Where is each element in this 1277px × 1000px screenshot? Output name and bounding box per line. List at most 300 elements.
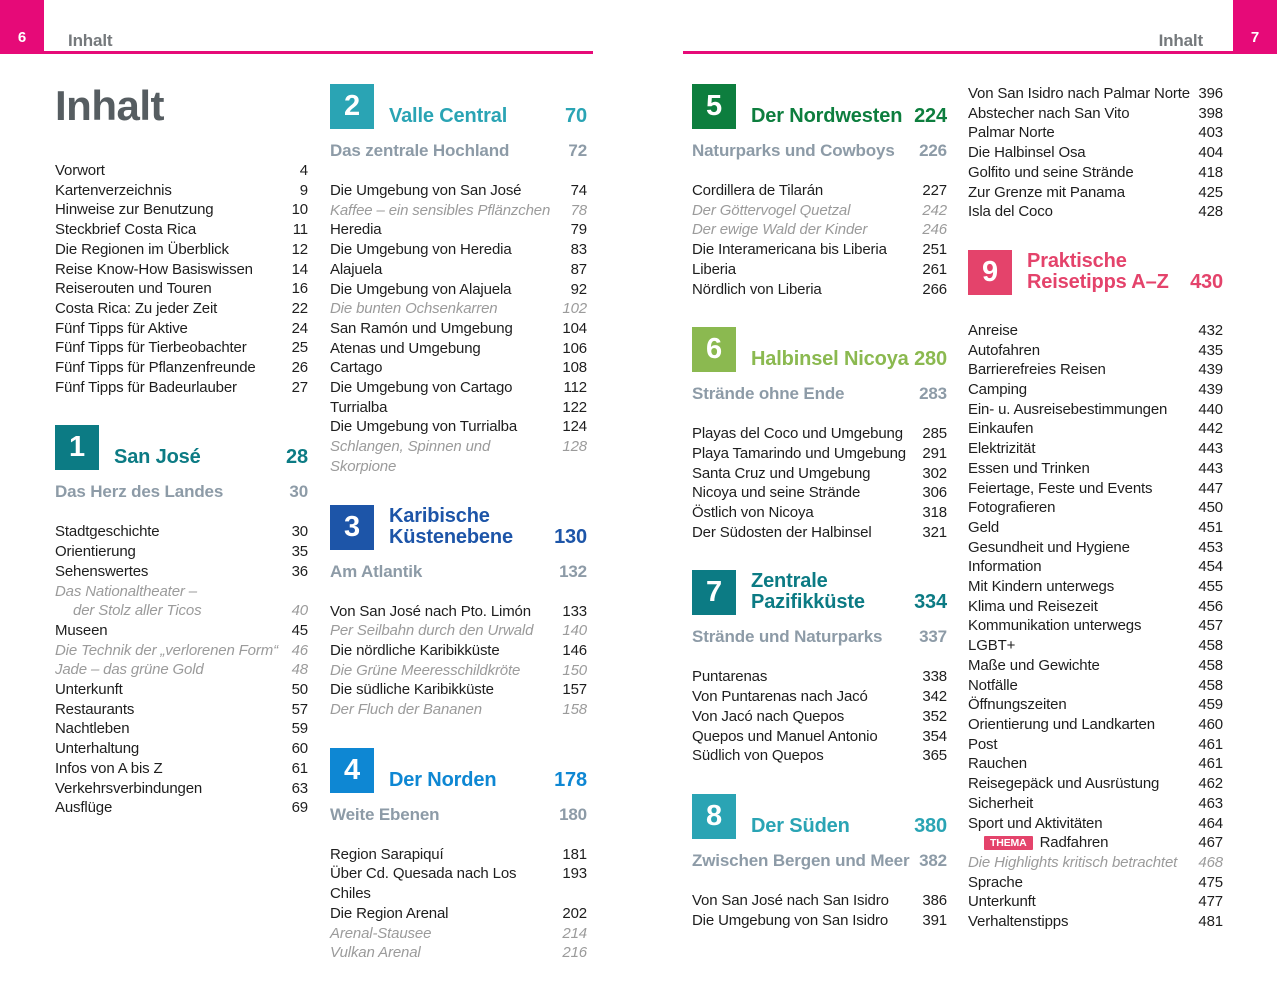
toc-entry: [330, 220, 587, 240]
entry-label: Der Fluch der Bananen: [330, 701, 482, 719]
entry-label: Mit Kindern unterwegs: [968, 578, 1115, 596]
section-header-1: [55, 425, 308, 470]
entry-label: Öffnungszeiten: [968, 696, 1067, 714]
chapter-subtitle: [692, 851, 947, 871]
section-header-3: [330, 505, 587, 550]
section-title-line: Zentrale: [751, 570, 828, 593]
toc-entry: [330, 700, 587, 720]
page-number-box-left: 6: [0, 0, 44, 52]
toc-entry: [55, 200, 308, 220]
entry-label: San Ramón und Umgebung: [330, 319, 513, 337]
toc-entry: [55, 562, 308, 582]
entry-label: Gesundheit und Hygiene: [968, 538, 1130, 556]
entry-label: Von San José nach Pto. Limón: [330, 602, 531, 620]
entry-label: Orientierung: [55, 543, 136, 561]
entry-label: Südlich von Quepos: [692, 747, 824, 765]
entry-page-number: 467: [1198, 834, 1223, 852]
entry-page-number: 9: [299, 181, 308, 199]
entry-page-number: 11: [292, 221, 308, 239]
entry-page-number: 22: [291, 299, 308, 317]
entry-page-number: 83: [570, 241, 587, 259]
entry-page-number: 462: [1198, 775, 1223, 793]
toc-entry: [55, 621, 308, 641]
section-number: 3: [330, 505, 374, 550]
entry-label: Fünf Tipps für Aktive: [55, 319, 188, 337]
entry-page-number: 285: [922, 425, 947, 443]
section-number: 1: [55, 425, 99, 470]
entry-page-number: 25: [291, 339, 308, 357]
toc-entry: [968, 715, 1223, 735]
entry-page-number: 61: [291, 759, 308, 777]
header-rule-right: [683, 51, 1277, 54]
toc-entry: [330, 641, 587, 661]
toc-entry: [330, 181, 587, 201]
toc-entry: [692, 444, 947, 464]
toc-entry: [692, 687, 947, 707]
section-title-line: Der Nordwesten: [751, 105, 903, 127]
section-page-number: 130: [554, 525, 587, 548]
toc-entry: [692, 220, 947, 240]
entry-page-number: 4: [299, 162, 308, 179]
entry-label: Abstecher nach San Vito: [968, 104, 1130, 122]
entry-label: Verhaltenstipps: [968, 913, 1069, 931]
entry-label: Anreise: [968, 321, 1018, 339]
entry-page-number: 35: [291, 543, 308, 561]
entry-page-number: 464: [1198, 814, 1223, 832]
section-header-2: [330, 84, 587, 129]
entry-page-number: 435: [1198, 341, 1223, 359]
toc-entry: [968, 656, 1223, 676]
entry-page-number: 69: [291, 799, 308, 817]
chapter-subtitle-page: 30: [289, 482, 308, 502]
entry-page-number: 365: [922, 747, 947, 765]
toc-entry: [330, 260, 587, 280]
entry-label: Kartenverzeichnis: [55, 181, 172, 199]
entry-page-number: 318: [922, 504, 947, 522]
entry-label: Museen: [55, 621, 108, 639]
entry-page-number: 447: [1198, 479, 1223, 497]
chapter-subtitle: [330, 562, 587, 582]
entry-label: Vulkan Arenal: [330, 944, 421, 962]
section-number: 2: [330, 84, 374, 129]
entry-label: Autofahren: [968, 341, 1040, 359]
entry-page-number: 455: [1198, 578, 1223, 596]
toc-entry: [968, 143, 1223, 163]
section-title: [389, 106, 565, 129]
section-title-line: Pazifikküste: [751, 591, 865, 614]
chapter-subtitle-label: Zwischen Bergen und Meer: [692, 850, 910, 870]
entry-page-number: 108: [562, 359, 587, 377]
toc-entry: [330, 417, 587, 437]
section-title-line: San José: [114, 446, 201, 469]
section-number: 9: [968, 250, 1012, 295]
toc-entry: [330, 602, 587, 622]
toc-entry: [330, 358, 587, 378]
entry-label: Schlangen, Spinnen und Skorpione: [330, 438, 491, 475]
entry-label: Camping: [968, 381, 1027, 399]
entry-page-number: 457: [1198, 617, 1223, 635]
entry-page-number: 122: [562, 398, 587, 416]
toc-entry: [968, 597, 1223, 617]
toc-entry-list: [330, 602, 587, 720]
entry-page-number: 458: [1198, 656, 1223, 674]
toc-entry: [55, 220, 308, 240]
toc-entry: [330, 924, 587, 944]
entry-page-number: 477: [1198, 893, 1223, 911]
section-page-number: 430: [1190, 270, 1223, 293]
column-3: [692, 84, 947, 930]
section-page-number: 280: [914, 348, 947, 371]
entry-label: Kaffee – ein sensibles Pflänzchen: [330, 201, 551, 219]
column-2: [330, 84, 587, 963]
entry-label: Post: [968, 735, 998, 753]
toc-entry: [55, 522, 308, 542]
entry-label: Von Puntarenas nach Jacó: [692, 688, 868, 706]
entry-label: Ein- u. Ausreisebestimmungen: [968, 400, 1168, 418]
toc-entry: [692, 727, 947, 747]
entry-label: Steckbrief Costa Rica: [55, 221, 197, 239]
entry-page-number: 57: [291, 700, 308, 718]
toc-entry: [55, 260, 308, 280]
entry-label: Zur Grenze mit Panama: [968, 183, 1125, 201]
section-number: 7: [692, 570, 736, 615]
entry-label: Die Halbinsel Osa: [968, 144, 1086, 162]
toc-entry: [55, 601, 308, 621]
section-number: 4: [330, 748, 374, 793]
toc-entry: [968, 814, 1223, 834]
toc-entry: [968, 557, 1223, 577]
chapter-subtitle-label: Am Atlantik: [330, 561, 423, 581]
entry-page-number: 450: [1198, 499, 1223, 517]
entry-label: LGBT+: [968, 637, 1016, 655]
entry-label: Die Umgebung von Alajuela: [330, 280, 512, 298]
toc-entry-list: [968, 321, 1223, 932]
entry-page-number: 354: [922, 727, 947, 745]
entry-label: Sport und Aktivitäten: [968, 814, 1103, 832]
toc-title: Inhalt: [55, 82, 164, 129]
entry-label: Die Umgebung von San Isidro: [692, 911, 889, 929]
toc-entry: [968, 400, 1223, 420]
entry-label: Isla del Coco: [968, 203, 1053, 221]
toc-entry: [330, 845, 587, 865]
toc-entry: [330, 680, 587, 700]
toc-entry: [692, 523, 947, 543]
toc-entry: [55, 641, 308, 661]
entry-label: Die Regionen im Überblick: [55, 240, 229, 258]
entry-label: Nördlich von Liberia: [692, 280, 822, 298]
section-title-line: Reisetipps A–Z: [1027, 270, 1169, 293]
entry-label: Die Region Arenal: [330, 904, 449, 922]
toc-entry: [55, 299, 308, 319]
toc-entry: [968, 636, 1223, 656]
toc-entry: [330, 378, 587, 398]
chapter-subtitle-label: Strände und Naturparks: [692, 627, 883, 647]
entry-page-number: 460: [1198, 715, 1223, 733]
entry-label: Fünf Tipps für Pflanzenfreunde: [55, 359, 256, 377]
entry-page-number: 63: [291, 779, 308, 797]
toc-entry: [692, 181, 947, 201]
entry-label: Santa Cruz und Umgebung: [692, 464, 871, 482]
entry-page-number: 26: [291, 359, 308, 377]
toc-entry: [968, 380, 1223, 400]
entry-page-number: 451: [1198, 518, 1223, 536]
entry-label: der Stolz aller Ticos: [73, 602, 202, 620]
toc-entry: [55, 680, 308, 700]
entry-label: Unterkunft: [968, 893, 1036, 911]
entry-page-number: 302: [922, 464, 947, 482]
entry-label: Die Umgebung von San José: [330, 182, 522, 199]
entry-label: Reisegepäck und Ausrüstung: [968, 775, 1160, 793]
toc-entry: [968, 419, 1223, 439]
entry-label: Arenal-Stausee: [330, 924, 432, 942]
chapter-subtitle-page: 132: [559, 561, 587, 581]
entry-page-number: 468: [1198, 853, 1223, 871]
entry-label: Rauchen: [968, 755, 1027, 773]
chapter-subtitle-page: 337: [919, 627, 947, 647]
toc-entry: [55, 319, 308, 339]
thema-badge: THEMA: [984, 836, 1033, 850]
toc-entry: [968, 695, 1223, 715]
section-title-line: Küstenebene: [389, 525, 513, 548]
entry-label: Maße und Gewichte: [968, 656, 1100, 674]
section-header-9: [968, 250, 1223, 295]
chapter-subtitle-page: 226: [919, 141, 947, 160]
toc-entry: [692, 424, 947, 444]
entry-page-number: 261: [922, 260, 947, 278]
toc-entry-list: [330, 181, 587, 477]
entry-page-number: 74: [570, 182, 587, 199]
toc-entry: [968, 183, 1223, 203]
toc-entry: [968, 341, 1223, 361]
entry-page-number: 36: [291, 562, 308, 580]
entry-page-number: 443: [1198, 459, 1223, 477]
section-title: [751, 816, 914, 839]
toc-entry: [968, 123, 1223, 143]
chapter-subtitle-label: Das Herz des Landes: [55, 482, 224, 502]
entry-label: Infos von A bis Z: [55, 759, 163, 777]
chapter-subtitle: [692, 141, 947, 161]
entry-label: Geld: [968, 518, 1000, 536]
toc-entry: [55, 378, 308, 398]
toc-entry: [55, 582, 308, 602]
section-title: [389, 770, 554, 793]
entry-page-number: 202: [562, 904, 587, 922]
entry-page-number: 12: [291, 240, 308, 258]
entry-label: Stadtgeschichte: [55, 523, 160, 541]
entry-label: Liberia: [692, 260, 736, 278]
entry-label: Die nördliche Karibikküste: [330, 641, 500, 659]
entry-page-number: 128: [562, 438, 587, 456]
entry-label: Reise Know-How Basiswissen: [55, 260, 253, 278]
section-header-6: [692, 327, 947, 372]
entry-page-number: 458: [1198, 676, 1223, 694]
toc-entry: [968, 479, 1223, 499]
section-page-number: 70: [565, 105, 587, 127]
entry-label: Atenas und Umgebung: [330, 339, 481, 357]
section-number: 8: [692, 794, 736, 839]
entry-page-number: 48: [291, 661, 308, 679]
entry-label: Über Cd. Quesada nach Los Chiles: [330, 865, 517, 903]
entry-page-number: 181: [562, 845, 587, 863]
entry-page-number: 342: [922, 688, 947, 706]
toc-entry: [968, 104, 1223, 124]
entry-page-number: 458: [1198, 637, 1223, 655]
entry-label: Vorwort: [55, 162, 105, 179]
toc-entry: [968, 439, 1223, 459]
entry-label: Reiserouten und Touren: [55, 280, 212, 298]
entry-label: Die Umgebung von Cartago: [330, 379, 513, 397]
entry-page-number: 321: [922, 523, 947, 541]
toc-entry: [692, 503, 947, 523]
toc-entry: [968, 518, 1223, 538]
entry-page-number: 352: [922, 707, 947, 725]
entry-page-number: 124: [562, 418, 587, 436]
toc-entry: [968, 163, 1223, 183]
toc-entry-list: [55, 161, 308, 397]
chapter-subtitle-label: Weite Ebenen: [330, 804, 440, 824]
entry-label: Der ewige Wald der Kinder: [692, 221, 868, 239]
entry-label: Essen und Trinken: [968, 459, 1090, 477]
section-title-line: Der Norden: [389, 768, 497, 791]
entry-label: Alajuela: [330, 260, 383, 278]
toc-entry: [330, 904, 587, 924]
entry-label: Costa Rica: Zu jeder Zeit: [55, 299, 218, 317]
entry-label: Restaurants: [55, 700, 135, 718]
section-header-4: [330, 748, 587, 793]
toc-entry: [330, 621, 587, 641]
toc-entry: [330, 201, 587, 221]
section-title: [751, 106, 914, 129]
entry-page-number: 396: [1198, 85, 1223, 102]
toc-entry: [968, 498, 1223, 518]
toc-entry: [692, 260, 947, 280]
entry-label: Von San José nach San Isidro: [692, 891, 889, 909]
entry-label: Region Sarapiquí: [330, 845, 444, 863]
entry-label: Verkehrsverbindungen: [55, 779, 203, 797]
entry-page-number: 425: [1198, 183, 1223, 201]
toc-entry: [968, 873, 1223, 893]
entry-page-number: 306: [922, 484, 947, 502]
running-header-right: Inhalt: [1158, 31, 1203, 50]
entry-label: Fünf Tipps für Badeurlauber: [55, 378, 237, 396]
toc-entry: [330, 280, 587, 300]
section-title: [1027, 251, 1190, 295]
entry-label: Information: [968, 558, 1042, 576]
toc-entry: [330, 339, 587, 359]
entry-label: THEMA Radfahren: [984, 833, 1108, 853]
entry-page-number: 428: [1198, 203, 1223, 221]
toc-entry: [330, 398, 587, 418]
entry-page-number: 216: [562, 944, 587, 962]
entry-page-number: 140: [562, 622, 587, 640]
section-number: 5: [692, 84, 736, 129]
entry-label: Playas del Coco und Umgebung: [692, 425, 903, 443]
entry-page-number: 246: [922, 221, 947, 239]
entry-page-number: 40: [291, 602, 308, 620]
entry-page-number: 242: [922, 201, 947, 219]
toc-entry: [55, 779, 308, 799]
toc-entry: [55, 358, 308, 378]
toc-entry: [968, 538, 1223, 558]
entry-page-number: 338: [922, 668, 947, 686]
entry-page-number: 442: [1198, 420, 1223, 438]
chapter-subtitle-label: Strände ohne Ende: [692, 384, 845, 404]
entry-label: Östlich von Nicoya: [692, 504, 814, 522]
section-title: [751, 571, 914, 615]
section-title: [751, 349, 914, 372]
entry-page-number: 79: [570, 221, 587, 239]
toc-entry: [968, 794, 1223, 814]
toc-entry: [968, 833, 1223, 853]
column-4: [968, 84, 1223, 932]
toc-entry: [55, 338, 308, 358]
chapter-subtitle-label: Das zentrale Hochland: [330, 141, 510, 160]
entry-page-number: 398: [1198, 104, 1223, 122]
entry-page-number: 92: [570, 280, 587, 298]
entry-label: Einkaufen: [968, 420, 1034, 438]
section-page-number: 224: [914, 105, 947, 127]
section-title-line: Praktische: [1027, 249, 1127, 272]
entry-page-number: 386: [922, 891, 947, 909]
section-title: [114, 447, 286, 470]
toc-entry: [968, 202, 1223, 222]
entry-label: Elektrizität: [968, 440, 1036, 458]
toc-entry: [55, 739, 308, 759]
toc-entry: [55, 161, 308, 181]
entry-page-number: 146: [562, 641, 587, 659]
entry-page-number: 14: [291, 260, 308, 278]
entry-page-number: 104: [562, 319, 587, 337]
entry-page-number: 463: [1198, 794, 1223, 812]
entry-page-number: 158: [562, 701, 587, 719]
toc-entry: [968, 616, 1223, 636]
toc-entry-list: [692, 891, 947, 930]
toc-entry: [968, 676, 1223, 696]
entry-page-number: 404: [1198, 144, 1223, 162]
entry-page-number: 440: [1198, 400, 1223, 418]
entry-page-number: 24: [291, 319, 308, 337]
toc-entry: [55, 542, 308, 562]
entry-label: Von Jacó nach Quepos: [692, 707, 845, 725]
section-header-7: [692, 570, 947, 615]
section-page-number: 178: [554, 768, 587, 791]
entry-page-number: 391: [922, 911, 947, 929]
entry-page-number: 403: [1198, 124, 1223, 142]
entry-page-number: 59: [291, 720, 308, 738]
chapter-subtitle: [330, 141, 587, 161]
entry-page-number: 227: [922, 182, 947, 199]
entry-page-number: 102: [562, 300, 587, 318]
entry-page-number: 456: [1198, 597, 1223, 615]
toc-entry: [968, 853, 1223, 873]
toc-entry: [330, 319, 587, 339]
section-title-line: Der Süden: [751, 814, 850, 837]
entry-label: Cordillera de Tilarán: [692, 182, 824, 199]
toc-entry: [330, 299, 587, 319]
entry-label: Der Göttervogel Quetzal: [692, 201, 851, 219]
entry-label: Sprache: [968, 873, 1023, 891]
entry-label: Cartago: [330, 359, 383, 377]
entry-label: Kommunikation unterwegs: [968, 617, 1142, 635]
entry-label: Nachtleben: [55, 720, 130, 738]
entry-label: Per Seilbahn durch den Urwald: [330, 622, 534, 640]
entry-page-number: 432: [1198, 321, 1223, 339]
toc-entry: [55, 660, 308, 680]
entry-page-number: 251: [922, 241, 947, 259]
toc-entry: [330, 864, 587, 903]
toc-entry: [330, 437, 587, 476]
toc-entry: [968, 360, 1223, 380]
